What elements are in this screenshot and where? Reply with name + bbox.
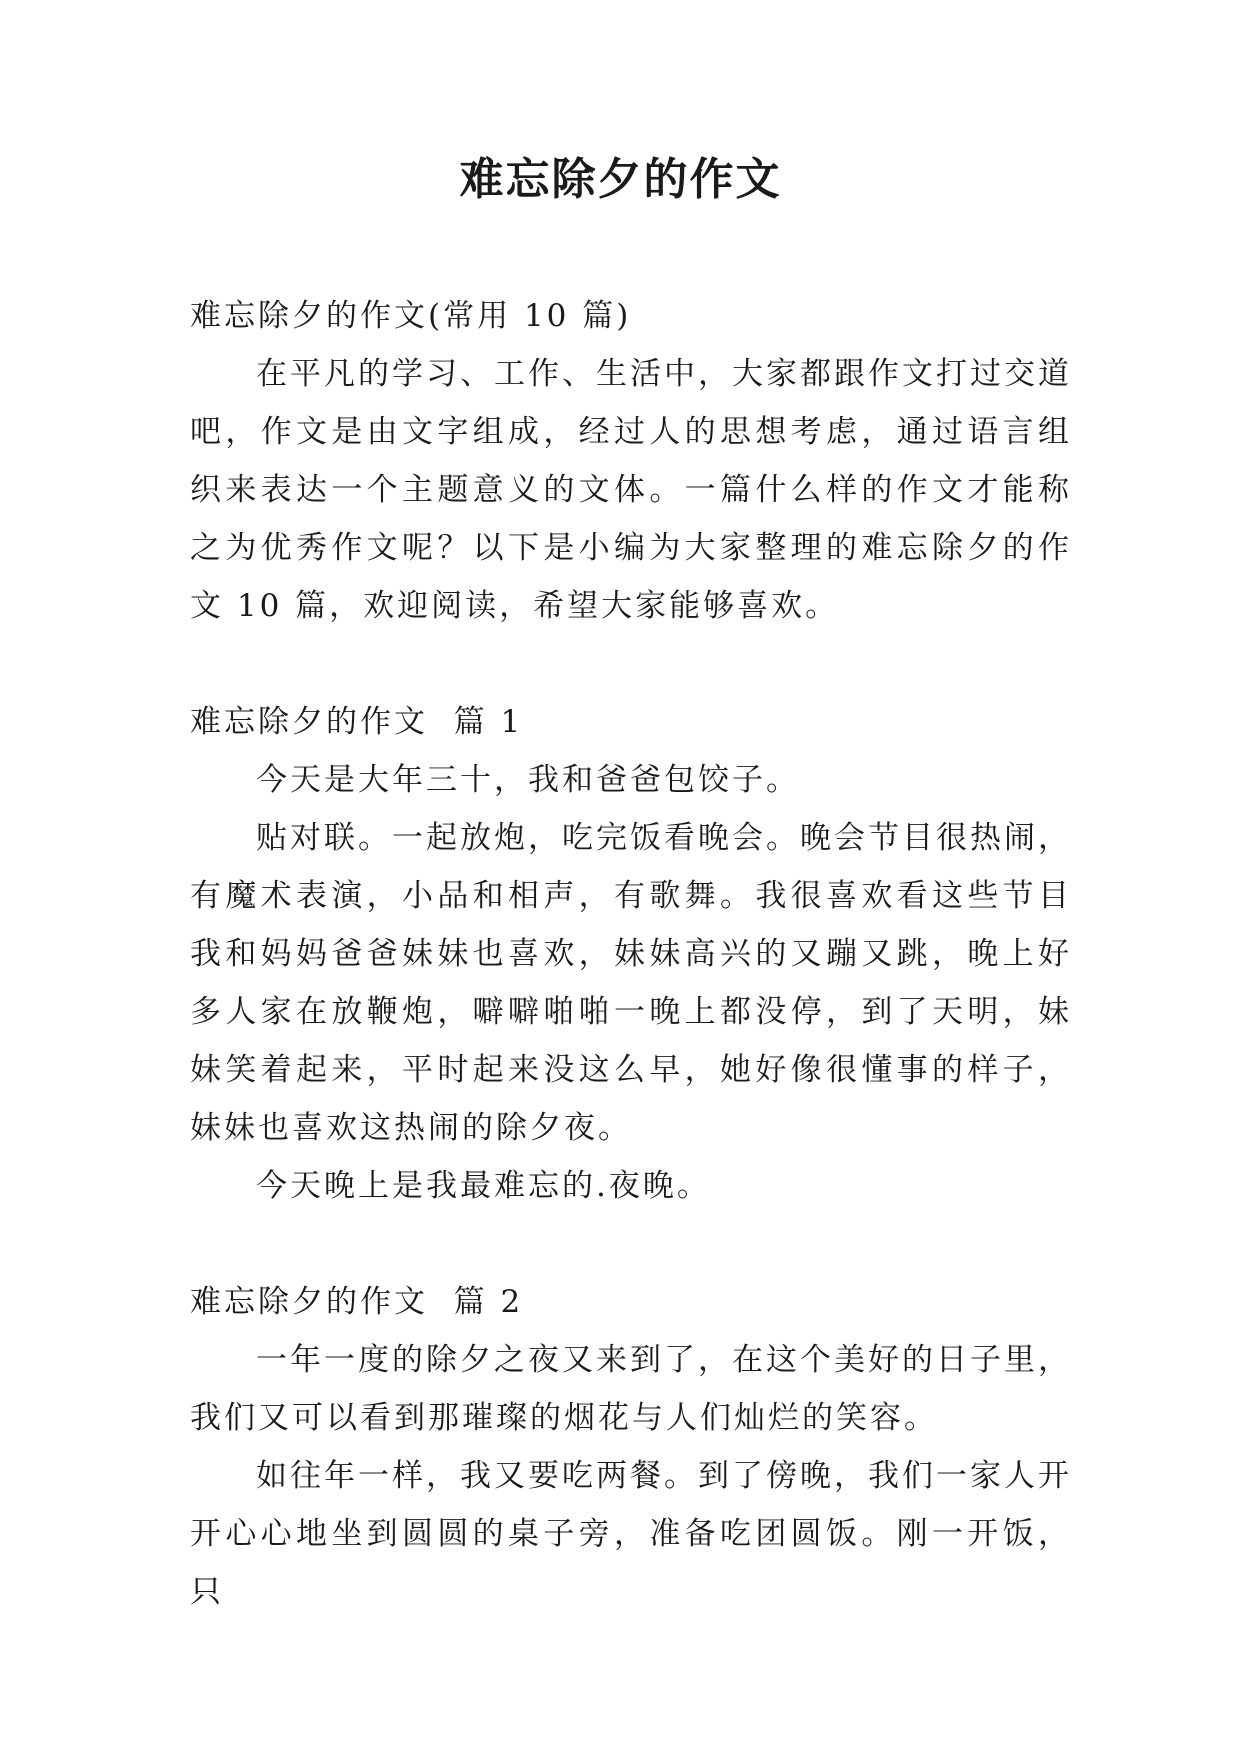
document-subtitle: 难忘除夕的作文(常用 10 篇) <box>190 298 632 334</box>
section-1-heading: 难忘除夕的作文 篇 1 <box>190 704 524 740</box>
section-2-paragraph-1: 一年一度的除夕之夜又来到了，在这个美好的日子里，我们又可以看到那璀璨的烟花与人们灿烂的笑容。 <box>190 1342 1072 1436</box>
section-2-heading: 难忘除夕的作文 篇 2 <box>190 1284 524 1320</box>
section-spacer <box>190 635 1072 693</box>
section-2-paragraph-2: 如往年一样，我又要吃两餐。到了傍晚，我们一家人开开心心地坐到圆圆的桌子旁，准备吃团圆饭。刚一开饭，只 <box>190 1458 1072 1610</box>
intro-paragraph: 在平凡的学习、工作、生活中，大家都跟作文打过交道吧，作文是由文字组成，经过人的思想考虑，通过语言组织来表达一个主题意义的文体。一篇什么样的作文才能称之为优秀作文呢？以下是小编为大家整理的难忘除夕的作文 10 篇，欢迎阅读，希望大家能够喜欢。 <box>190 356 1072 624</box>
section-1-paragraph-3: 今天晚上是我最难忘的.夜晚。 <box>256 1168 711 1204</box>
section-1-paragraph-1: 今天是大年三十，我和爸爸包饺子。 <box>256 762 800 798</box>
section-1-paragraph-2: 贴对联。一起放炮，吃完饭看晚会。晚会节目很热闹，有魔术表演，小品和相声，有歌舞。我很喜欢看这些节目我和妈妈爸爸妹妹也喜欢，妹妹高兴的又蹦又跳，晚上好 多人家在放鞭炮，噼噼啪啪一晚上都没停，到了天明，妹妹笑着起来，平时起来没这么早，她好像很懂事的样子，妹妹也喜欢这热闹的除夕夜。 <box>190 820 1072 1146</box>
document-body <box>190 287 1072 1621</box>
document-title: 难忘除夕的作文 <box>459 154 782 205</box>
section-spacer <box>190 1215 1072 1273</box>
